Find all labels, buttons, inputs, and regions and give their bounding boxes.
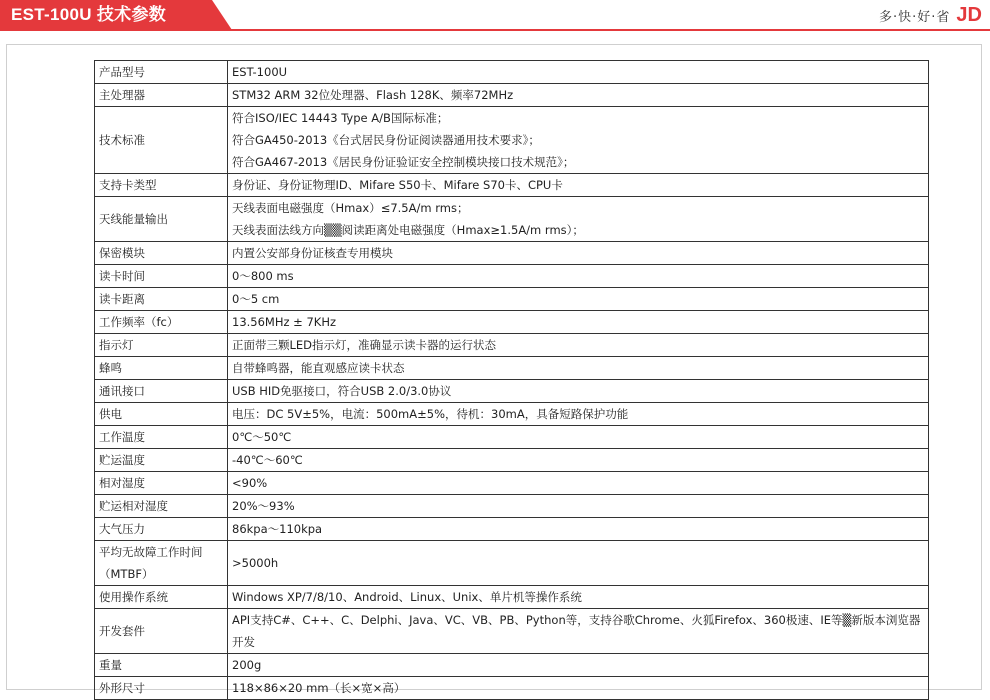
spec-value <box>228 677 929 700</box>
spec-value-line: 内置公安部身份证核查专用模块 <box>232 246 393 260</box>
spec-value-line: >5000h <box>232 556 279 570</box>
spec-label: 大气压力 <box>95 518 228 541</box>
spec-label: 保密模块 <box>95 242 228 265</box>
brand-slogan <box>879 4 982 27</box>
spec-value <box>228 609 929 654</box>
table-row <box>95 403 929 426</box>
spec-value <box>228 174 929 197</box>
spec-label: 贮运温度 <box>95 449 228 472</box>
spec-value <box>228 449 929 472</box>
spec-label: 工作温度 <box>95 426 228 449</box>
spec-value <box>228 472 929 495</box>
spec-value-line: 0℃～50℃ <box>232 430 292 444</box>
spec-label: 开发套件 <box>95 609 228 654</box>
spec-label: 贮运相对湿度 <box>95 495 228 518</box>
table-row <box>95 495 929 518</box>
spec-value-line: 符合ISO/IEC 14443 Type A/B国际标准； <box>232 111 449 125</box>
spec-label: 技术标准 <box>95 107 228 174</box>
spec-value <box>228 61 929 84</box>
spec-value-line: API支持C#、C++、C、Delphi、Java、VC、VB、PB、Python等，支持谷歌Chrome、火狐Firefox、360极速、IE等▒新版本浏览器开发 <box>232 613 921 649</box>
spec-value-line: 身份证、身份证物理ID、Mifare S50卡、Mifare S70卡、CPU卡 <box>232 178 563 192</box>
spec-value-line: USB HID免驱接口，符合USB 2.0/3.0协议 <box>232 384 452 398</box>
spec-value-line: 20%～93% <box>232 499 295 513</box>
table-row <box>95 61 929 84</box>
spec-value-line: 自带蜂鸣器，能直观感应读卡状态 <box>232 361 405 375</box>
spec-value-line: 天线表面电磁强度（Hmax）≤7.5A/m rms； <box>232 201 469 215</box>
spec-value <box>228 288 929 311</box>
spec-value-line: 200g <box>232 658 262 672</box>
table-row <box>95 311 929 334</box>
spec-label: 工作频率（fc） <box>95 311 228 334</box>
spec-value <box>228 107 929 174</box>
spec-label: 通讯接口 <box>95 380 228 403</box>
spec-label: 指示灯 <box>95 334 228 357</box>
slogan-text: 多·快·好·省 <box>879 10 951 25</box>
table-row <box>95 380 929 403</box>
header-bar <box>0 0 990 36</box>
table-row <box>95 449 929 472</box>
table-row <box>95 288 929 311</box>
spec-label: 重量 <box>95 654 228 677</box>
spec-value <box>228 334 929 357</box>
spec-value <box>228 380 929 403</box>
spec-value-line: 正面带三颗LED指示灯，准确显示读卡器的运行状态 <box>232 338 497 352</box>
spec-label: 使用操作系统 <box>95 586 228 609</box>
spec-value-line: <90% <box>232 476 268 490</box>
spec-label: 读卡距离 <box>95 288 228 311</box>
spec-value-line: Windows XP/7/8/10、Android、Linux、Unix、单片机等操作系统 <box>232 590 582 604</box>
spec-value <box>228 84 929 107</box>
header-divider <box>0 29 990 31</box>
jd-logo: JD <box>956 4 982 26</box>
spec-label: 主处理器 <box>95 84 228 107</box>
table-row <box>95 609 929 654</box>
page-title: EST-100U 技术参数 <box>11 5 167 24</box>
spec-value-line: 0～800 ms <box>232 269 294 283</box>
spec-value <box>228 541 929 586</box>
spec-value-line: EST-100U <box>232 65 288 79</box>
table-row <box>95 472 929 495</box>
table-row <box>95 654 929 677</box>
table-row <box>95 197 929 242</box>
spec-value-line: STM32 ARM 32位处理器、Flash 128K、频率72MHz <box>232 88 514 102</box>
table-row <box>95 357 929 380</box>
spec-value <box>228 197 929 242</box>
spec-label: 产品型号 <box>95 61 228 84</box>
table-row <box>95 242 929 265</box>
spec-label: 外形尺寸 <box>95 677 228 700</box>
spec-value <box>228 242 929 265</box>
spec-value <box>228 311 929 334</box>
table-row <box>95 518 929 541</box>
table-row <box>95 677 929 700</box>
spec-label: 蜂鸣 <box>95 357 228 380</box>
spec-value-line: 电压：DC 5V±5%，电流：500mA±5%，待机：30mA，具备短路保护功能 <box>232 407 629 421</box>
table-row <box>95 107 929 174</box>
spec-value <box>228 518 929 541</box>
spec-value <box>228 654 929 677</box>
spec-value-line: 天线表面法线方向▒▒阅读距离处电磁强度（Hmax≥1.5A/m rms）； <box>232 223 584 237</box>
spec-value <box>228 495 929 518</box>
spec-value-line: 0～5 cm <box>232 292 280 306</box>
spec-label: 相对湿度 <box>95 472 228 495</box>
spec-label: 天线能量输出 <box>95 197 228 242</box>
spec-table-body <box>95 61 929 700</box>
spec-value-line: 符合GA450-2013《台式居民身份证阅读器通用技术要求》； <box>232 133 540 147</box>
spec-value-line: 118×86×20 mm（长×宽×高） <box>232 681 406 695</box>
table-row <box>95 84 929 107</box>
table-row <box>95 174 929 197</box>
spec-label: 供电 <box>95 403 228 426</box>
spec-table <box>94 60 929 700</box>
spec-value <box>228 265 929 288</box>
spec-label: 读卡时间 <box>95 265 228 288</box>
spec-value <box>228 357 929 380</box>
spec-label: 平均无故障工作时间（MTBF） <box>95 541 228 586</box>
table-row <box>95 426 929 449</box>
spec-label: 支持卡类型 <box>95 174 228 197</box>
spec-value <box>228 426 929 449</box>
spec-value <box>228 586 929 609</box>
table-row <box>95 586 929 609</box>
spec-value-line: -40℃～60℃ <box>232 453 303 467</box>
table-row <box>95 265 929 288</box>
spec-value-line: 符合GA467-2013《居民身份证验证安全控制模块接口技术规范》； <box>232 155 575 169</box>
table-row <box>95 334 929 357</box>
spec-value-line: 86kpa～110kpa <box>232 522 323 536</box>
spec-value <box>228 403 929 426</box>
table-row <box>95 541 929 586</box>
spec-value-line: 13.56MHz ± 7KHz <box>232 315 337 329</box>
